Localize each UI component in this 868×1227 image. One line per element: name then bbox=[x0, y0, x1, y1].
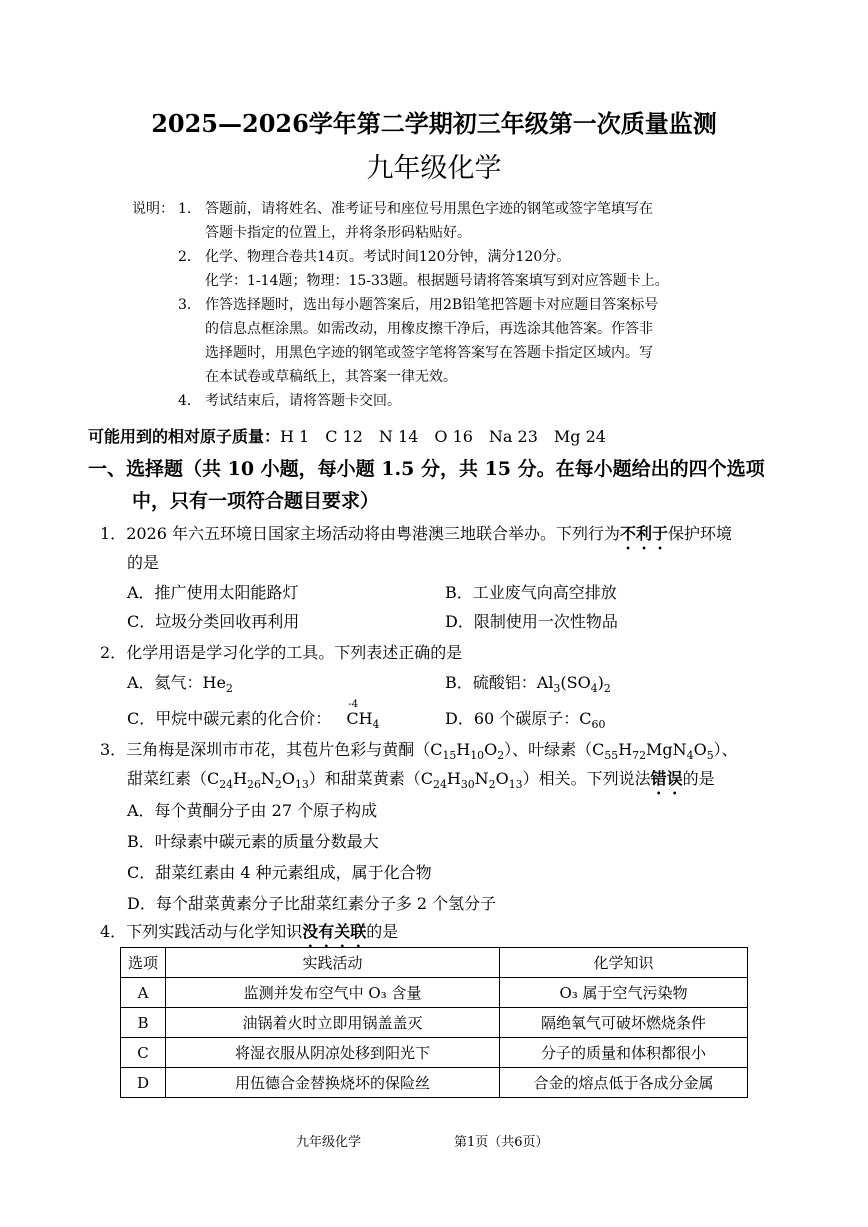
subscript: 13 bbox=[508, 778, 523, 792]
table-cell-activity: 将湿衣服从阴凉处移到阳光下 bbox=[166, 1038, 500, 1068]
table-row bbox=[121, 1008, 748, 1038]
subscript: 3 bbox=[553, 682, 561, 696]
q2-ch4-formula bbox=[346, 699, 380, 732]
subscript: 4 bbox=[372, 718, 380, 732]
instruction-num: 3． bbox=[178, 297, 201, 313]
q3-option-d: D．每个甜菜黄素分子比甜菜红素分子多 2 个氢分子 bbox=[127, 894, 497, 913]
subscript: 5 bbox=[706, 749, 714, 763]
subscript: 15 bbox=[442, 749, 457, 763]
table-cell-activity: 油锅着火时立即用锅盖盖灭 bbox=[166, 1008, 500, 1038]
q3-option-c: C．甜菜红素由 4 种元素组成，属于化合物 bbox=[127, 863, 432, 882]
formula-part: O bbox=[281, 769, 295, 788]
subscript: 2 bbox=[497, 749, 505, 763]
table-cell-knowledge: 合金的熔点低于各成分金属 bbox=[500, 1068, 748, 1098]
section-heading-cont: 中，只有一项符合题目要求） bbox=[132, 490, 380, 512]
q2-option-c bbox=[127, 699, 380, 732]
instruction-num: 4． bbox=[178, 393, 201, 409]
formula-part: H bbox=[233, 769, 248, 788]
instruction-line: 答题前，请将姓名、准考证号和座位号用黑色字迹的钢笔或签字笔填写在 bbox=[205, 201, 653, 217]
q2-option-a-label: A．氦气：He bbox=[127, 673, 226, 692]
instruction-num: 2． bbox=[178, 249, 201, 265]
instruction-num: 1． bbox=[178, 201, 201, 217]
table-row bbox=[121, 1068, 748, 1098]
formula-part: O bbox=[495, 769, 509, 788]
exam-subtitle: 九年级化学 bbox=[366, 153, 502, 184]
q2-option-d-label: D．60 个碳原子：C bbox=[445, 709, 592, 728]
q2-num: 2． bbox=[100, 643, 127, 662]
table-cell-option: D bbox=[121, 1068, 166, 1098]
subscript: 4 bbox=[590, 682, 598, 696]
instruction-line: 化学、物理合卷共14页。考试时间120分钟，满分120分。 bbox=[205, 249, 571, 265]
q2-stem-text: 化学用语是学习化学的工具。下列表述正确的是 bbox=[126, 643, 463, 662]
subscript: 26 bbox=[247, 778, 261, 792]
table-cell-option: B bbox=[121, 1008, 166, 1038]
q3-option-a: A．每个黄酮分子由 27 个原子构成 bbox=[127, 801, 378, 820]
formula-part: N bbox=[260, 769, 275, 788]
table-row bbox=[121, 1038, 748, 1068]
q2-stem bbox=[100, 640, 462, 663]
exam-title: 2025—2026学年第二学期初三年级第一次质量监测 bbox=[151, 109, 717, 138]
subscript: 2 bbox=[274, 778, 282, 792]
section-heading: 一、选择题（共 10 小题，每小题 1.5 分，共 15 分。在每小题给出的四个选项 bbox=[88, 458, 765, 480]
subscript: 60 bbox=[591, 718, 606, 732]
formula-part: H bbox=[446, 769, 461, 788]
subscript: 10 bbox=[470, 749, 485, 763]
table-cell-option: C bbox=[121, 1038, 166, 1068]
table-header: 化学知识 bbox=[500, 948, 748, 978]
subscript: 24 bbox=[219, 778, 234, 792]
instruction-line: 的信息点框涂黑。如需改动，用橡皮擦干净后，再选涂其他答案。作答非 bbox=[205, 321, 653, 337]
formula-part: MgN bbox=[646, 740, 687, 759]
q1-num: 1． bbox=[100, 524, 127, 543]
table-cell-option: A bbox=[121, 978, 166, 1008]
q3-stem-text: 三角梅是深圳市市花，其苞片色彩与黄酮（C bbox=[126, 740, 443, 759]
q3-stem-text: ）、叶绿素（C bbox=[504, 740, 605, 759]
q4-num: 4． bbox=[100, 922, 127, 941]
instruction-line: 作答选择题时，选出每小题答案后，用2B铅笔把答题卡对应题目答案标号 bbox=[205, 297, 659, 313]
table-header-row bbox=[121, 948, 748, 978]
q2-option-c-label: C．甲烷中碳元素的化合价： bbox=[127, 709, 332, 728]
table-cell-knowledge: 分子的质量和体积都很小 bbox=[500, 1038, 748, 1068]
table-header: 实践活动 bbox=[166, 948, 500, 978]
q1-stem-text: 保护环境 bbox=[668, 524, 733, 543]
q2-option-b bbox=[445, 670, 611, 696]
instruction-line: 化学：1-14题；物理：15-33题。根据题号请将答案填写到对应答题卡上。 bbox=[205, 273, 669, 289]
instruction-line: 在本试卷或草稿纸上，其答案一律无效。 bbox=[205, 369, 457, 385]
q1-option-c: C．垃圾分类回收再利用 bbox=[127, 612, 300, 631]
atomic-masses bbox=[88, 424, 606, 447]
instruction-line: 答题卡指定的位置上，并将条形码粘贴好。 bbox=[205, 225, 471, 241]
footer-page-number: 第1页（共6页） bbox=[454, 1135, 549, 1150]
subscript: 24 bbox=[433, 778, 447, 792]
q3-stem-text: ）和甜菜黄素（C bbox=[308, 769, 434, 788]
table-header: 选项 bbox=[121, 948, 166, 978]
formula-part: H bbox=[618, 740, 633, 759]
formula-part: O bbox=[484, 740, 498, 759]
formula-part: N bbox=[474, 769, 489, 788]
subscript: 2 bbox=[603, 682, 611, 696]
q2-option-a bbox=[127, 670, 233, 696]
q3-stem-text: 的是 bbox=[682, 769, 715, 788]
q1-stem-text: 2026 年六五环境日国家主场活动将由粤港澳三地联合举办。下列行为 bbox=[126, 524, 620, 543]
subscript: 4 bbox=[686, 749, 694, 763]
q2-option-b-label: B．硫酸铝：Al bbox=[445, 673, 554, 692]
q1-emphasis: 不利于 bbox=[620, 524, 669, 543]
formula-part: ) bbox=[597, 673, 604, 692]
q4-stem-text: 下列实践活动与化学知识 bbox=[126, 922, 303, 941]
subscript: 30 bbox=[460, 778, 475, 792]
footer-subject: 九年级化学 bbox=[296, 1135, 362, 1150]
q4-stem-text: 的是 bbox=[366, 922, 399, 941]
subscript: 13 bbox=[294, 778, 309, 792]
q1-option-b: B．工业废气向高空排放 bbox=[445, 583, 617, 602]
q3-emphasis: 错误 bbox=[650, 769, 683, 788]
subscript: 72 bbox=[632, 749, 647, 763]
q3-num: 3． bbox=[100, 740, 127, 759]
formula-part: (SO bbox=[560, 673, 591, 692]
q3-stem-text: ）、 bbox=[713, 740, 738, 759]
q3-stem-text: ）相关。下列说法 bbox=[522, 769, 651, 788]
q3-stem-line1 bbox=[100, 737, 738, 763]
q3-option-b: B．叶绿素中碳元素的质量分数最大 bbox=[127, 832, 379, 851]
formula-part: O bbox=[693, 740, 707, 759]
formula-part: CH bbox=[346, 709, 373, 728]
oxidation-state: -4 bbox=[348, 699, 359, 710]
atomic-masses-label: 可能用到的相对原子质量： bbox=[88, 427, 281, 446]
table-row bbox=[121, 978, 748, 1008]
q1-option-d: D．限制使用一次性物品 bbox=[445, 612, 618, 631]
q3-stem-text: 甜菜红素（C bbox=[127, 769, 220, 788]
subscript: 2 bbox=[225, 682, 233, 696]
atomic-masses-values: H 1 C 12 N 14 O 16 Na 23 Mg 24 bbox=[280, 427, 606, 446]
q1-option-a: A．推广使用太阳能路灯 bbox=[127, 583, 299, 602]
q1-stem-cont: 的是 bbox=[127, 553, 160, 572]
table-cell-knowledge: 隔绝氧气可破坏燃烧条件 bbox=[500, 1008, 748, 1038]
table-cell-activity: 用伍德合金替换烧坏的保险丝 bbox=[166, 1068, 500, 1098]
subscript: 2 bbox=[488, 778, 496, 792]
instruction-line: 选择题时，用黑色字迹的钢笔或签字笔将答案写在答题卡指定区域内。写 bbox=[205, 345, 653, 361]
q3-stem-line2 bbox=[127, 766, 715, 798]
table-cell-activity: 监测并发布空气中 O₃ 含量 bbox=[166, 978, 500, 1008]
q4-emphasis: 没有关联 bbox=[302, 922, 367, 941]
q4-table bbox=[120, 947, 748, 1098]
q1-stem bbox=[100, 521, 732, 553]
q2-option-d bbox=[445, 706, 606, 732]
table-cell-knowledge: O₃ 属于空气污染物 bbox=[500, 978, 748, 1008]
formula-part: H bbox=[456, 740, 471, 759]
instruction-line: 考试结束后，请将答题卡交回。 bbox=[205, 393, 401, 409]
instructions-label: 说明： bbox=[132, 201, 174, 217]
subscript: 55 bbox=[604, 749, 619, 763]
